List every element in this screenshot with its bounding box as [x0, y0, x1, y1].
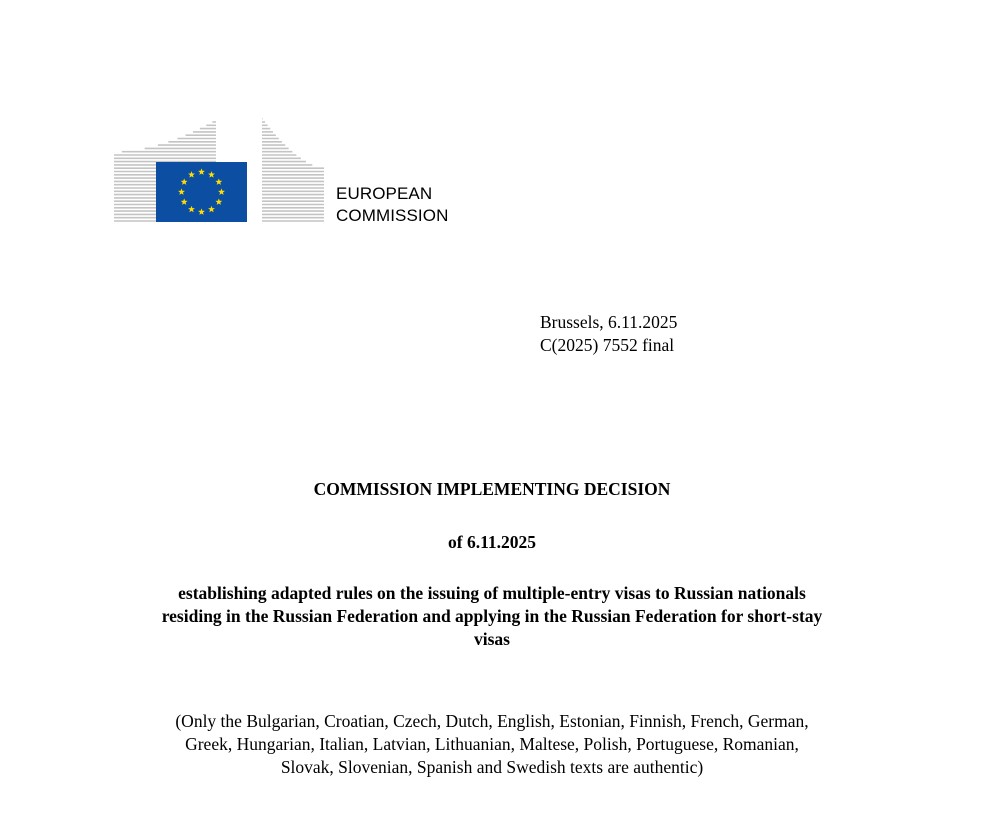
org-line-1: EUROPEAN — [336, 184, 433, 203]
org-line-2: COMMISSION — [336, 206, 449, 225]
note-line-2: Greek, Hungarian, Italian, Latvian, Lithuanian, Maltese, Polish, Portuguese, Romanian, — [185, 734, 799, 754]
decision-date: of 6.11.2025 — [448, 532, 536, 552]
note-line-1: (Only the Bulgarian, Croatian, Czech, Dutch, English, Estonian, Finnish, French, German, — [175, 711, 809, 731]
subject-line-1: establishing adapted rules on the issuing of multiple-entry visas to Russian nationals — [178, 583, 806, 603]
note-line-3: Slovak, Slovenian, Spanish and Swedish texts are authentic) — [280, 757, 704, 777]
subject-line-3: visas — [474, 629, 510, 649]
building-right-graphic — [262, 119, 324, 221]
european-commission-logo — [112, 116, 327, 226]
reference-number: C(2025) 7552 final — [540, 335, 675, 355]
authentic-languages-note — [90, 710, 894, 779]
subject-line-2: residing in the Russian Federation and applying in the Russian Federation for short-stay — [161, 606, 823, 626]
place-date: Brussels, 6.11.2025 — [540, 312, 678, 332]
document-meta — [540, 311, 677, 357]
organisation-name — [336, 183, 448, 227]
decision-subject — [100, 582, 884, 651]
decision-title: COMMISSION IMPLEMENTING DECISION — [313, 479, 671, 499]
